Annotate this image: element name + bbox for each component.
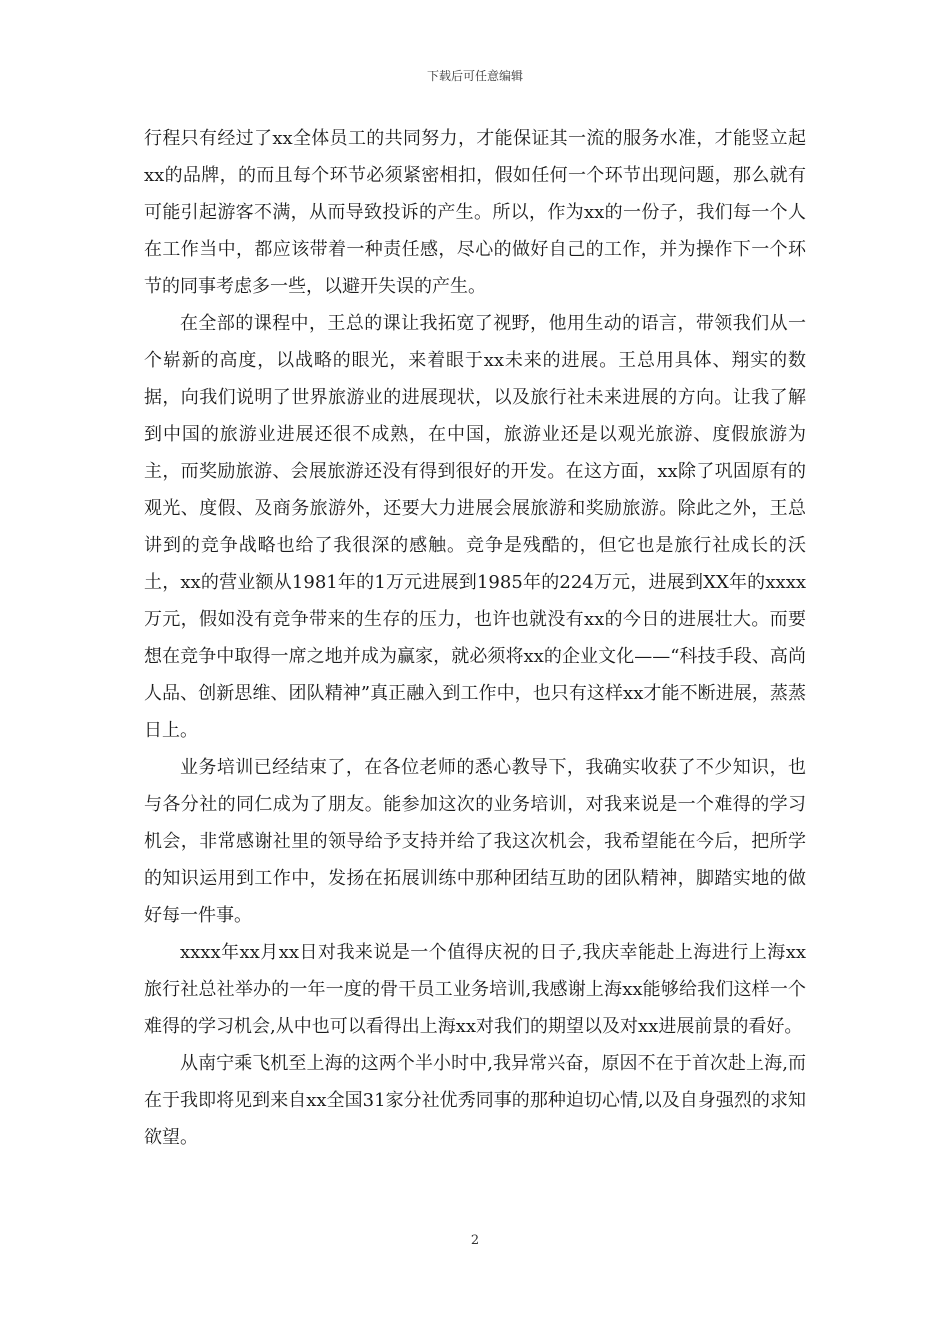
paragraph-5: 从南宁乘飞机至上海的这两个半小时中,我异常兴奋，原因不在于首次赴上海,而在于我即将见到来自xx全国31家分社优秀同事的那种迫切心情,以及自身强烈的求知欲望。 bbox=[144, 1053, 806, 1148]
page-header: 下载后可任意编辑 bbox=[426, 69, 523, 83]
paragraph-4: xxxx年xx月xx日对我来说是一个值得庆祝的日子,我庆幸能赴上海进行上海xx旅行社总社举办的一年一度的骨干员工业务培训,我感谢上海xx能够给我们这样一个难得的学习机会,从中也可以看得出上海xx对我们的期望以及对xx进展前景的看好。 bbox=[144, 942, 806, 1037]
page-number: 2 bbox=[470, 1233, 480, 1248]
paragraph-1: 行程只有经过了xx全体员工的共同努力，才能保证其一流的服务水准，才能竖立起xx的品牌，的而且每个环节必须紧密相扣，假如任何一个环节出现问题，那么就有可能引起游客不满，从而导致投诉的产生。所以，作为xx的一份子，我们每一个人在工作当中，都应该带着一种责任感，尽心的做好自己的工作，并为操作下一个环节的同事考虑多一些，以避开失误的产生。 bbox=[144, 128, 806, 297]
paragraph-2: 在全部的课程中，王总的课让我拓宽了视野，他用生动的语言，带领我们从一个崭新的高度，以战略的眼光，来着眼于xx未来的进展。王总用具体、翔实的数据，向我们说明了世界旅游业的进展现状，以及旅行社未来进展的方向。让我了解到中国的旅游业进展还很不成熟，在中国，旅游业还是以观光旅游、度假旅游为主，而奖励旅游、会展旅游还没有得到很好的开发。在这方面，xx除了巩固原有的观光、度假、及商务旅游外，还要大力进展会展旅游和奖励旅游。除此之外，王总讲到的竞争战略也给了我很深的感触。竞争是残酷的，但它也是旅行社成长的沃土，xx的营业额从1981年的1万元进展到1985年的224万元，进展到XX年的xxxx万元，假如没有竞争带来的生存的压力，也许也就没有xx的今日的进展壮大。而要想在竞争中取得一席之地并成为赢家，就必须将xx的企业文化——“科技手段、高尚人品、创新思维、团队精神”真正融入到工作中，也只有这样xx才能不断进展，蒸蒸日上。 bbox=[144, 313, 806, 741]
paragraph-3: 业务培训已经结束了，在各位老师的悉心教导下，我确实收获了不少知识，也与各分社的同仁成为了朋友。能参加这次的业务培训，对我来说是一个难得的学习机会，非常感谢社里的领导给予支持并给了我这次机会，我希望能在今后，把所学的知识运用到工作中，发扬在拓展训练中那种团结互助的团队精神，脚踏实地的做好每一件事。 bbox=[144, 757, 806, 926]
document-body bbox=[144, 120, 806, 1156]
